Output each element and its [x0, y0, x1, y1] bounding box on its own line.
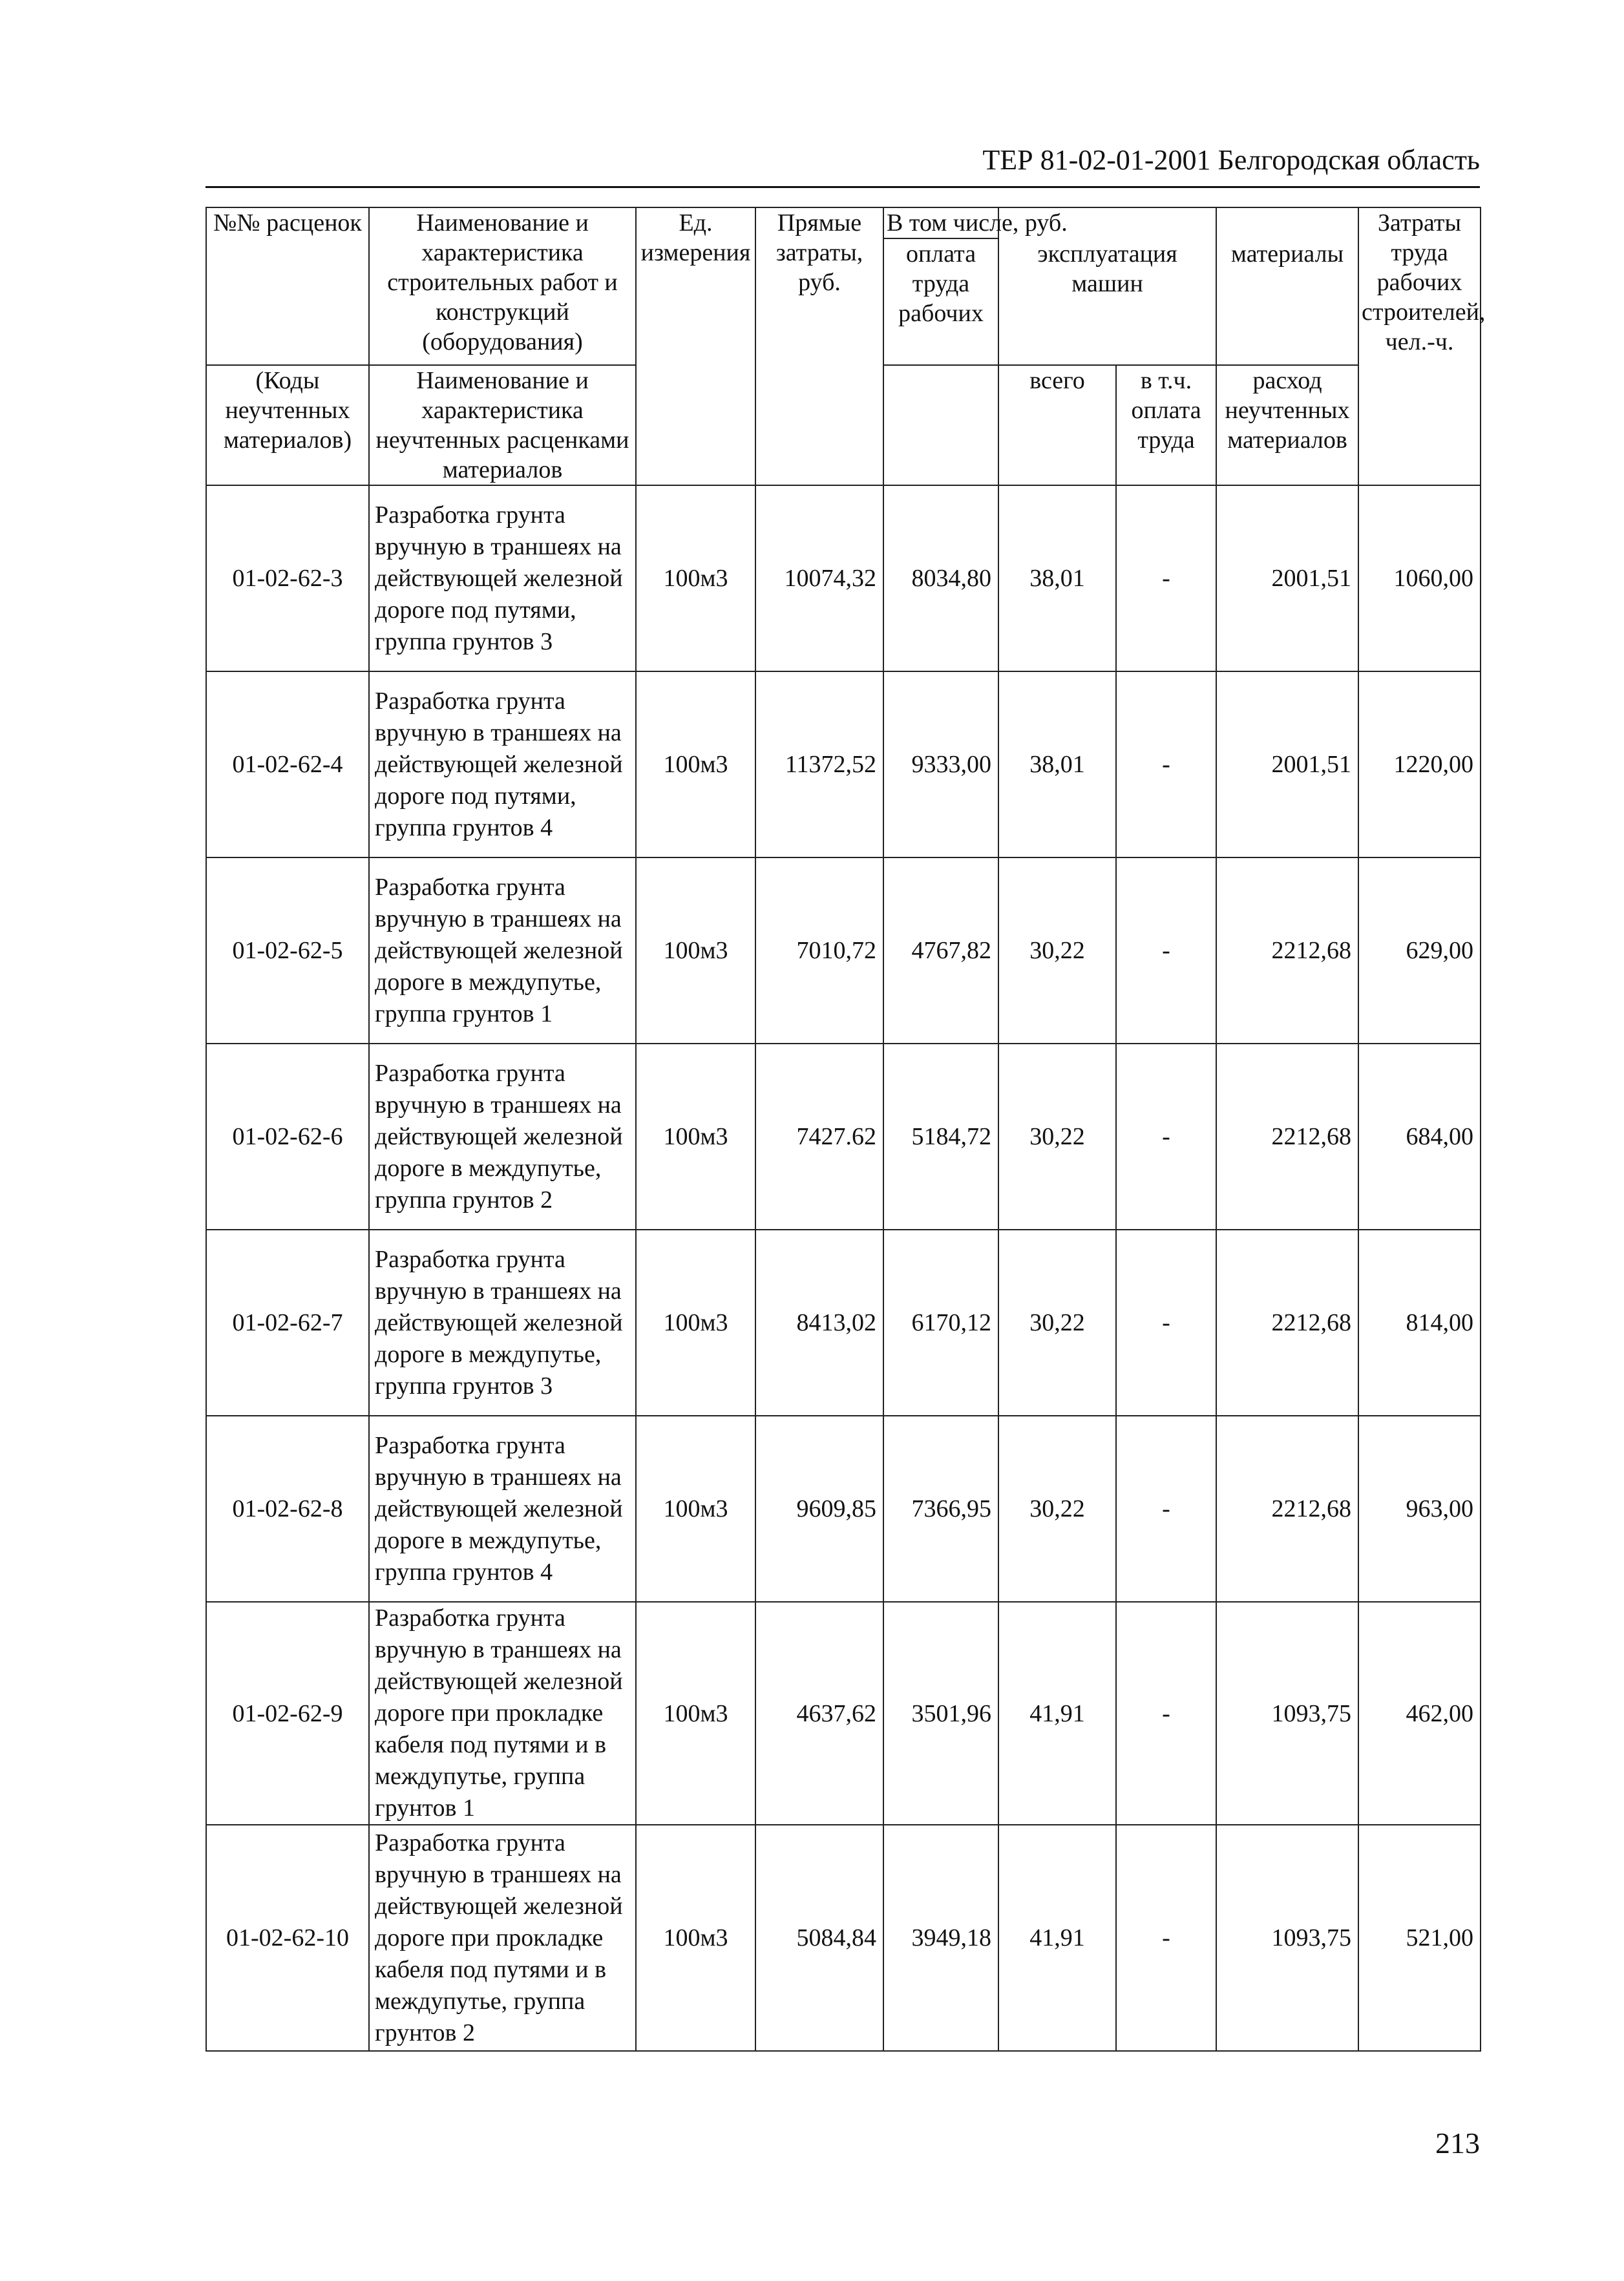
cell-unit: 100м3 — [636, 857, 755, 1044]
col-header-unit: Ед. измерения — [636, 207, 755, 485]
cell-direct: 11372,52 — [755, 671, 883, 857]
col-subheader-name: Наименование и характеристика неучтенных расценками материалов — [369, 365, 636, 485]
cell-direct: 9609,85 — [755, 1416, 883, 1602]
cell-labor: 4767,82 — [883, 857, 998, 1044]
cell-hours: 462,00 — [1358, 1602, 1481, 1825]
cell-labor: 8034,80 — [883, 485, 998, 671]
cell-materials: 1093,75 — [1216, 1825, 1358, 2051]
cell-unit: 100м3 — [636, 485, 755, 671]
cell-hours: 521,00 — [1358, 1825, 1481, 2051]
col-header-labor — [883, 207, 1068, 365]
cell-machines: 41,91 — [998, 1825, 1116, 2051]
cell-machines: 38,01 — [998, 671, 1116, 857]
table-row — [206, 1416, 1481, 1602]
col-header-labor-text: оплата труда рабочих — [898, 240, 984, 327]
cell-name: Разработка грунта вручную в траншеях на действующей железной дороге под путями, группа грунтов 3 — [369, 485, 636, 671]
header-row-top — [206, 207, 1481, 365]
cell-labor: 7366,95 — [883, 1416, 998, 1602]
cell-machines: 38,01 — [998, 485, 1116, 671]
cell-code: 01-02-62-8 — [206, 1416, 369, 1602]
cell-machines-labor: - — [1116, 1602, 1216, 1825]
cell-hours: 963,00 — [1358, 1416, 1481, 1602]
cell-direct: 10074,32 — [755, 485, 883, 671]
cell-machines-labor: - — [1116, 1044, 1216, 1230]
cell-direct: 7427.62 — [755, 1044, 883, 1230]
col-subheader-machines-labor: в т.ч. оплата труда — [1116, 365, 1216, 485]
cell-materials: 1093,75 — [1216, 1602, 1358, 1825]
cell-hours: 684,00 — [1358, 1044, 1481, 1230]
cell-unit: 100м3 — [636, 1044, 755, 1230]
table-row — [206, 857, 1481, 1044]
cell-hours: 1060,00 — [1358, 485, 1481, 671]
cell-unit: 100м3 — [636, 1825, 755, 2051]
cell-name: Разработка грунта вручную в траншеях на действующей железной дороге под путями, группа грунтов 4 — [369, 671, 636, 857]
col-header-materials — [1216, 207, 1358, 365]
cell-unit: 100м3 — [636, 671, 755, 857]
cell-code: 01-02-62-7 — [206, 1230, 369, 1416]
col-subheader-code: (Коды неучтенных материалов) — [206, 365, 369, 485]
cell-machines: 30,22 — [998, 1416, 1116, 1602]
cell-unit: 100м3 — [636, 1416, 755, 1602]
cell-hours: 814,00 — [1358, 1230, 1481, 1416]
cell-name: Разработка грунта вручную в траншеях на действующей железной дороге в междупутье, группа грунтов 2 — [369, 1044, 636, 1230]
cell-materials: 2001,51 — [1216, 671, 1358, 857]
cell-name: Разработка грунта вручную в траншеях на действующей железной дороге в междупутье, группа грунтов 4 — [369, 1416, 636, 1602]
cell-code: 01-02-62-10 — [206, 1825, 369, 2051]
col-subheader-machines-total: всего — [998, 365, 1116, 485]
cell-materials: 2212,68 — [1216, 1416, 1358, 1602]
cell-machines: 30,22 — [998, 1044, 1116, 1230]
cell-materials: 2212,68 — [1216, 1044, 1358, 1230]
col-header-materials-text: материалы — [1230, 240, 1344, 268]
cell-direct: 7010,72 — [755, 857, 883, 1044]
cell-machines-labor: - — [1116, 485, 1216, 671]
cell-labor: 5184,72 — [883, 1044, 998, 1230]
page-header-title: ТЕР 81-02-01-2001 Белгородская область — [982, 144, 1480, 176]
table-row — [206, 1602, 1481, 1825]
cell-code: 01-02-62-6 — [206, 1044, 369, 1230]
col-header-incl: В том числе, руб. — [884, 208, 998, 239]
col-subheader-materials: расход неучтенных материалов — [1216, 365, 1358, 485]
table-row — [206, 1825, 1481, 2051]
cell-machines-labor: - — [1116, 1825, 1216, 2051]
table-row — [206, 485, 1481, 671]
cell-materials: 2212,68 — [1216, 1230, 1358, 1416]
page-number: 213 — [1435, 2127, 1480, 2160]
col-header-code: №№ расценок — [206, 207, 369, 365]
cell-hours: 1220,00 — [1358, 671, 1481, 857]
cell-materials: 2001,51 — [1216, 485, 1358, 671]
cell-direct: 8413,02 — [755, 1230, 883, 1416]
cell-labor: 6170,12 — [883, 1230, 998, 1416]
cell-name: Разработка грунта вручную в траншеях на действующей железной дороге при прокладке кабеля под путями и в междупутье, группа грунтов 2 — [369, 1825, 636, 2051]
col-header-machines-text: эксплуатация машин — [1037, 240, 1177, 297]
cell-labor: 3949,18 — [883, 1825, 998, 2051]
rates-table — [206, 207, 1486, 2052]
col-header-labor-hours: Затраты труда рабочих строителей, чел.-ч. — [1358, 207, 1481, 485]
cell-materials: 2212,68 — [1216, 857, 1358, 1044]
cell-unit: 100м3 — [636, 1602, 755, 1825]
table-row — [206, 1044, 1481, 1230]
col-header-name: Наименование и характеристика строительных работ и конструкций (оборудования) — [369, 207, 636, 365]
cell-direct: 4637,62 — [755, 1602, 883, 1825]
cell-code: 01-02-62-9 — [206, 1602, 369, 1825]
cell-code: 01-02-62-3 — [206, 485, 369, 671]
table-row — [206, 671, 1481, 857]
cell-machines-labor: - — [1116, 1416, 1216, 1602]
cell-machines-labor: - — [1116, 1230, 1216, 1416]
cell-name: Разработка грунта вручную в траншеях на действующей железной дороге в междупутье, группа грунтов 1 — [369, 857, 636, 1044]
cell-hours: 629,00 — [1358, 857, 1481, 1044]
cell-labor: 9333,00 — [883, 671, 998, 857]
cell-machines: 30,22 — [998, 857, 1116, 1044]
header-rule — [206, 186, 1480, 188]
cell-code: 01-02-62-5 — [206, 857, 369, 1044]
col-header-direct: Прямые затраты, руб. — [755, 207, 883, 485]
cell-name: Разработка грунта вручную в траншеях на действующей железной дороге в междупутье, группа грунтов 3 — [369, 1230, 636, 1416]
cell-machines-labor: - — [1116, 671, 1216, 857]
cell-machines-labor: - — [1116, 857, 1216, 1044]
cell-unit: 100м3 — [636, 1230, 755, 1416]
table-row — [206, 1230, 1481, 1416]
cell-machines: 30,22 — [998, 1230, 1116, 1416]
col-subheader-labor-empty — [883, 365, 998, 485]
cell-labor: 3501,96 — [883, 1602, 998, 1825]
cell-machines: 41,91 — [998, 1602, 1116, 1825]
cell-code: 01-02-62-4 — [206, 671, 369, 857]
cell-direct: 5084,84 — [755, 1825, 883, 2051]
cell-name: Разработка грунта вручную в траншеях на действующей железной дороге при прокладке кабеля под путями и в междупутье, группа грунтов 1 — [369, 1602, 636, 1825]
